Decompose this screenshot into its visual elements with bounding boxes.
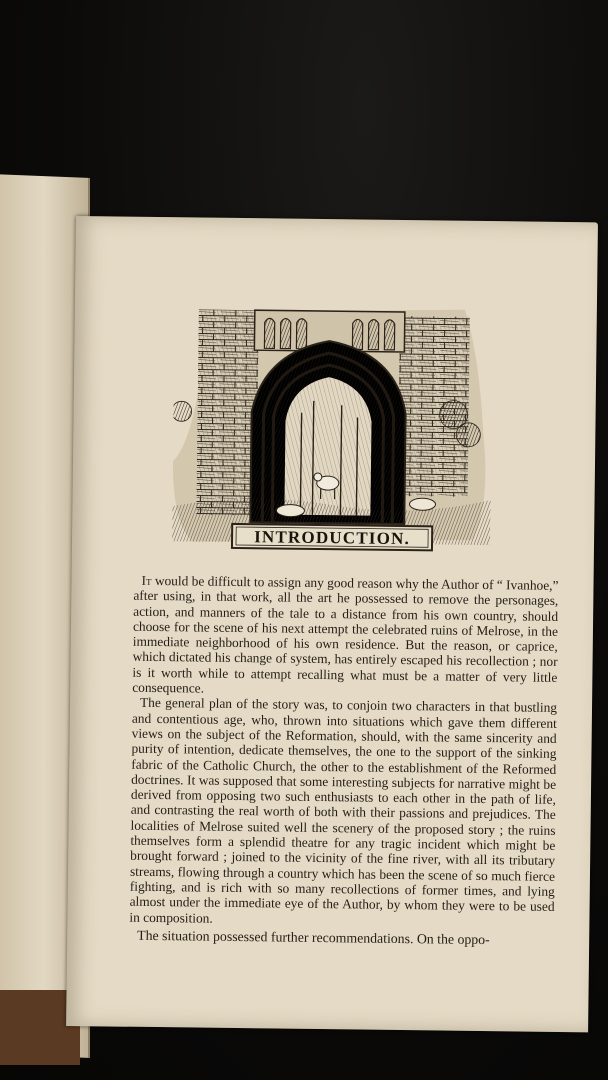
paragraph-2: The general plan of the story was, to conjoin two characters in that bustling and contentious age, who, thrown into situations which gave them different views on the subject of the Reformation, should, with the same sincerity and purity of intention, dedicate themselves, the one to the support of the sinking fabric of the Catholic Church, the other to the establishment of the Reformed doctrines. It was supposed that some interesting subjects for narrative might be derived from opposing two such enthusiasts to each other in the path of life, and contrasting the real worth of both with their passions and prejudices. The localities of Melrose suited well the scenery of the proposed story ; the ruins themselves form a splendid theatre for any tragic incident which might be brought forward ; joined to the vicinity of the fine river, with all its tributary streams, flowing through a country which has been the scene of so much fierce fighting, and is rich with so many recollections of former times, and lying almost under the immediate eye of the Author, by whom they were to be used in composition. — [129, 695, 558, 926]
introduction-text — [129, 573, 558, 948]
ruined-abbey-doorway-engraving — [172, 291, 493, 559]
introduction-heading: INTRODUCTION. — [254, 527, 411, 549]
paragraph-3: The situation possessed further recommendations. On the oppo- — [137, 927, 490, 947]
drop-word: It — [141, 572, 152, 588]
paragraph-1: It would be difficult to assign any good reason why the Author of “ Ivanhoe,” after using, in that work, all the art he possessed to remove the personages, action, and manners of the tale to a distance from his own country, should choose for the scene of his next attempt the celebrated ruins of Melrose, in the immediate neighborhood of his own residence. But the reason, or caprice, which dictated his change of system, has entirely escaped his recollection ; nor is it worth while to attempt recalling what must be a matter of very little consequence. — [132, 572, 559, 696]
book-page — [66, 216, 598, 1032]
